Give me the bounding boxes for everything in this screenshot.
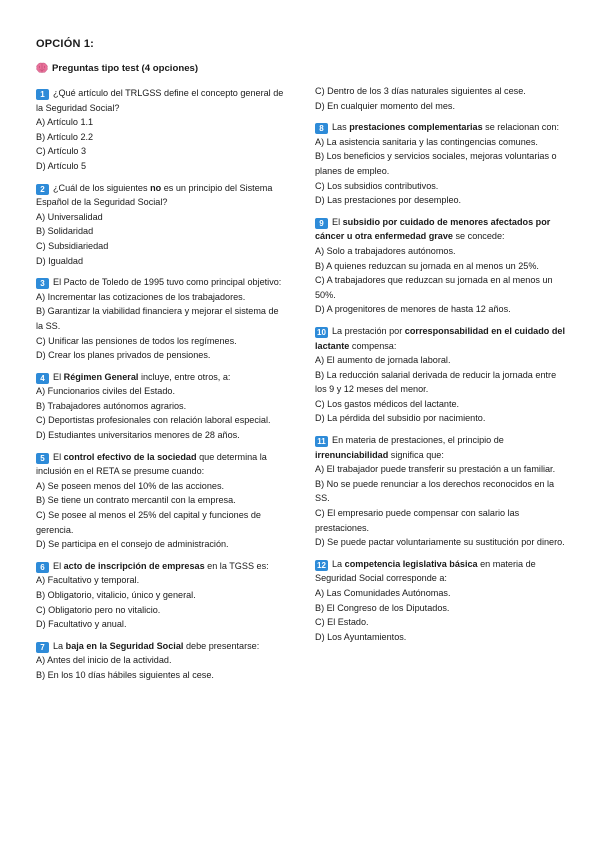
option: B) Los beneficios y servicios sociales, mejoras voluntarias o planes de empleo.	[315, 151, 557, 176]
option: D) Crear los planes privados de pensiones.	[36, 350, 211, 361]
option: C) A trabajadores que reduzcan su jornada en al menos un 50%.	[315, 275, 553, 300]
option: C) Artículo 3	[36, 146, 87, 157]
option: A) Facultativo y temporal.	[36, 575, 140, 586]
option: D) Los Ayuntamientos.	[315, 631, 407, 642]
question-stem: 2 ¿Cuál de los siguientes no es un principio del Sistema Español de la Seguridad Social?	[36, 182, 273, 208]
question-stem: 10 La prestación por corresponsabilidad en el cuidado del lactante compensa:	[315, 325, 565, 351]
number-badge: 2	[36, 184, 49, 195]
option: A) La asistencia sanitaria y las contingencias comunes.	[315, 136, 538, 147]
question-10	[315, 324, 565, 426]
option: C) Subsidiariedad	[36, 240, 109, 251]
subtitle-text: Preguntas tipo test (4 opciones)	[52, 62, 199, 74]
option: A) Antes del inicio de la actividad.	[36, 655, 172, 666]
number-badge: 11	[315, 436, 328, 447]
number-badge: 10	[315, 327, 328, 338]
number-badge: 3	[36, 278, 49, 289]
option: C) El Estado.	[315, 617, 369, 628]
question-stem: 7 La baja en la Seguridad Social debe presentarse:	[36, 639, 286, 654]
option: D) Estudiantes universitarios menores de 28 años.	[36, 430, 240, 441]
question-12	[315, 557, 565, 645]
question-5	[36, 450, 286, 552]
option: B) En los 10 días hábiles siguientes al cese.	[36, 669, 214, 680]
option: C) Deportistas profesionales con relación laboral especial.	[36, 415, 271, 426]
option: C) Los gastos médicos del lactante.	[315, 398, 460, 409]
option: C) Unificar las pensiones de todos los regímenes.	[36, 335, 237, 346]
option: B) Solidaridad	[36, 226, 94, 237]
option: B) La reducción salarial derivada de reducir la jornada entre los 9 y 12 meses del menor.	[315, 369, 557, 395]
option: D) Facultativo y anual.	[36, 619, 127, 630]
number-badge: 12	[315, 560, 328, 571]
question-1	[36, 86, 286, 174]
question-6	[36, 559, 286, 632]
question-4	[36, 370, 286, 443]
option: D) Se puede pactar voluntariamente su sustitución por dinero.	[315, 537, 565, 548]
option: A) El trabajador puede transferir su prestación a un familiar.	[315, 464, 556, 475]
question-8	[315, 120, 565, 208]
option: D) La pérdida del subsidio por nacimiento.	[315, 413, 486, 424]
question-stem: 5 El control efectivo de la sociedad que determina la inclusión en el RETA se presume cuando:	[36, 451, 267, 477]
option: B) A quienes reduzcan su jornada en al menos un 25%.	[315, 260, 539, 271]
option: A) Las Comunidades Autónomas.	[315, 588, 451, 598]
question-11	[315, 433, 565, 550]
number-badge: 1	[36, 89, 49, 100]
number-badge: 9	[315, 218, 328, 229]
number-badge: 6	[36, 562, 49, 573]
option: A) Se poseen menos del 10% de las acciones.	[36, 480, 225, 491]
option: D) Se participa en el consejo de administración.	[36, 539, 229, 550]
option: B) El Congreso de los Diputados.	[315, 602, 450, 613]
number-badge: 5	[36, 453, 49, 464]
number-badge: 4	[36, 373, 49, 384]
option: D) A progenitores de menores de hasta 12 años.	[315, 304, 511, 315]
option: D) Las prestaciones por desempleo.	[315, 195, 462, 206]
option: C) Obligatorio pero no vitalicio.	[36, 604, 161, 615]
option: B) Trabajadores autónomos agrarios.	[36, 400, 187, 411]
question-2	[36, 181, 286, 269]
number-badge: 8	[315, 123, 328, 134]
option: B) No se puede renunciar a los derechos reconocidos en la SS.	[315, 478, 555, 504]
question-stem: 12 La competencia legislativa básica en materia de Seguridad Social corresponde a:	[315, 558, 536, 584]
question-stem: 3 El Pacto de Toledo de 1995 tuvo como principal objetivo:	[36, 275, 286, 290]
option: A) Universalidad	[36, 211, 103, 222]
option: C) Los subsidios contributivos.	[315, 180, 439, 191]
option: A) El aumento de jornada laboral.	[315, 355, 451, 366]
option: C) El empresario puede compensar con salario las prestaciones.	[315, 508, 520, 533]
option: A) Incrementar las cotizaciones de los trabajadores.	[36, 291, 246, 302]
option: B) Garantizar la viabilidad financiera y mejorar el sistema de la SS.	[36, 306, 279, 331]
option: D) Artículo 5	[36, 160, 87, 171]
section-subtitle	[36, 62, 198, 74]
option: A) Solo a trabajadores autónomos.	[315, 245, 456, 256]
question-stem: 9 El subsidio por cuidado de menores afectados por cáncer u otra enfermedad grave se concede:	[315, 216, 551, 242]
question-stem: 6 El acto de inscripción de empresas en la TGSS es:	[36, 559, 286, 574]
option: D) Igualdad	[36, 255, 84, 266]
question-9	[315, 215, 565, 317]
left-column	[36, 86, 286, 690]
page-title: OPCIÓN 1:	[36, 38, 95, 50]
option: B) Se tiene un contrato mercantil con la empresa.	[36, 495, 236, 506]
question-7-continued	[315, 84, 565, 113]
option: C) Se posee al menos el 25% del capital y funciones de gerencia.	[36, 510, 261, 535]
question-stem: 8 Las prestaciones complementarias se relacionan con:	[315, 120, 565, 135]
option: D) En cualquier momento del mes.	[315, 100, 456, 111]
number-badge: 7	[36, 642, 49, 653]
right-column	[315, 84, 565, 651]
option: B) Artículo 2.2	[36, 131, 94, 142]
question-stem: 1 ¿Qué artículo del TRLGSS define el concepto general de la Seguridad Social?	[36, 88, 284, 113]
option: B) Obligatorio, vitalicio, único y general.	[36, 590, 196, 600]
question-7	[36, 639, 286, 683]
option: A) Artículo 1.1	[36, 117, 94, 128]
brain-icon	[36, 62, 48, 74]
question-stem: 4 El Régimen General incluye, entre otros, a:	[36, 370, 286, 385]
question-stem: 11 En materia de prestaciones, el principio de irrenunciabilidad significa que:	[315, 435, 504, 460]
option: A) Funcionarios civiles del Estado.	[36, 386, 175, 397]
question-3	[36, 275, 286, 363]
option: C) Dentro de los 3 días naturales siguientes al cese.	[315, 86, 526, 96]
